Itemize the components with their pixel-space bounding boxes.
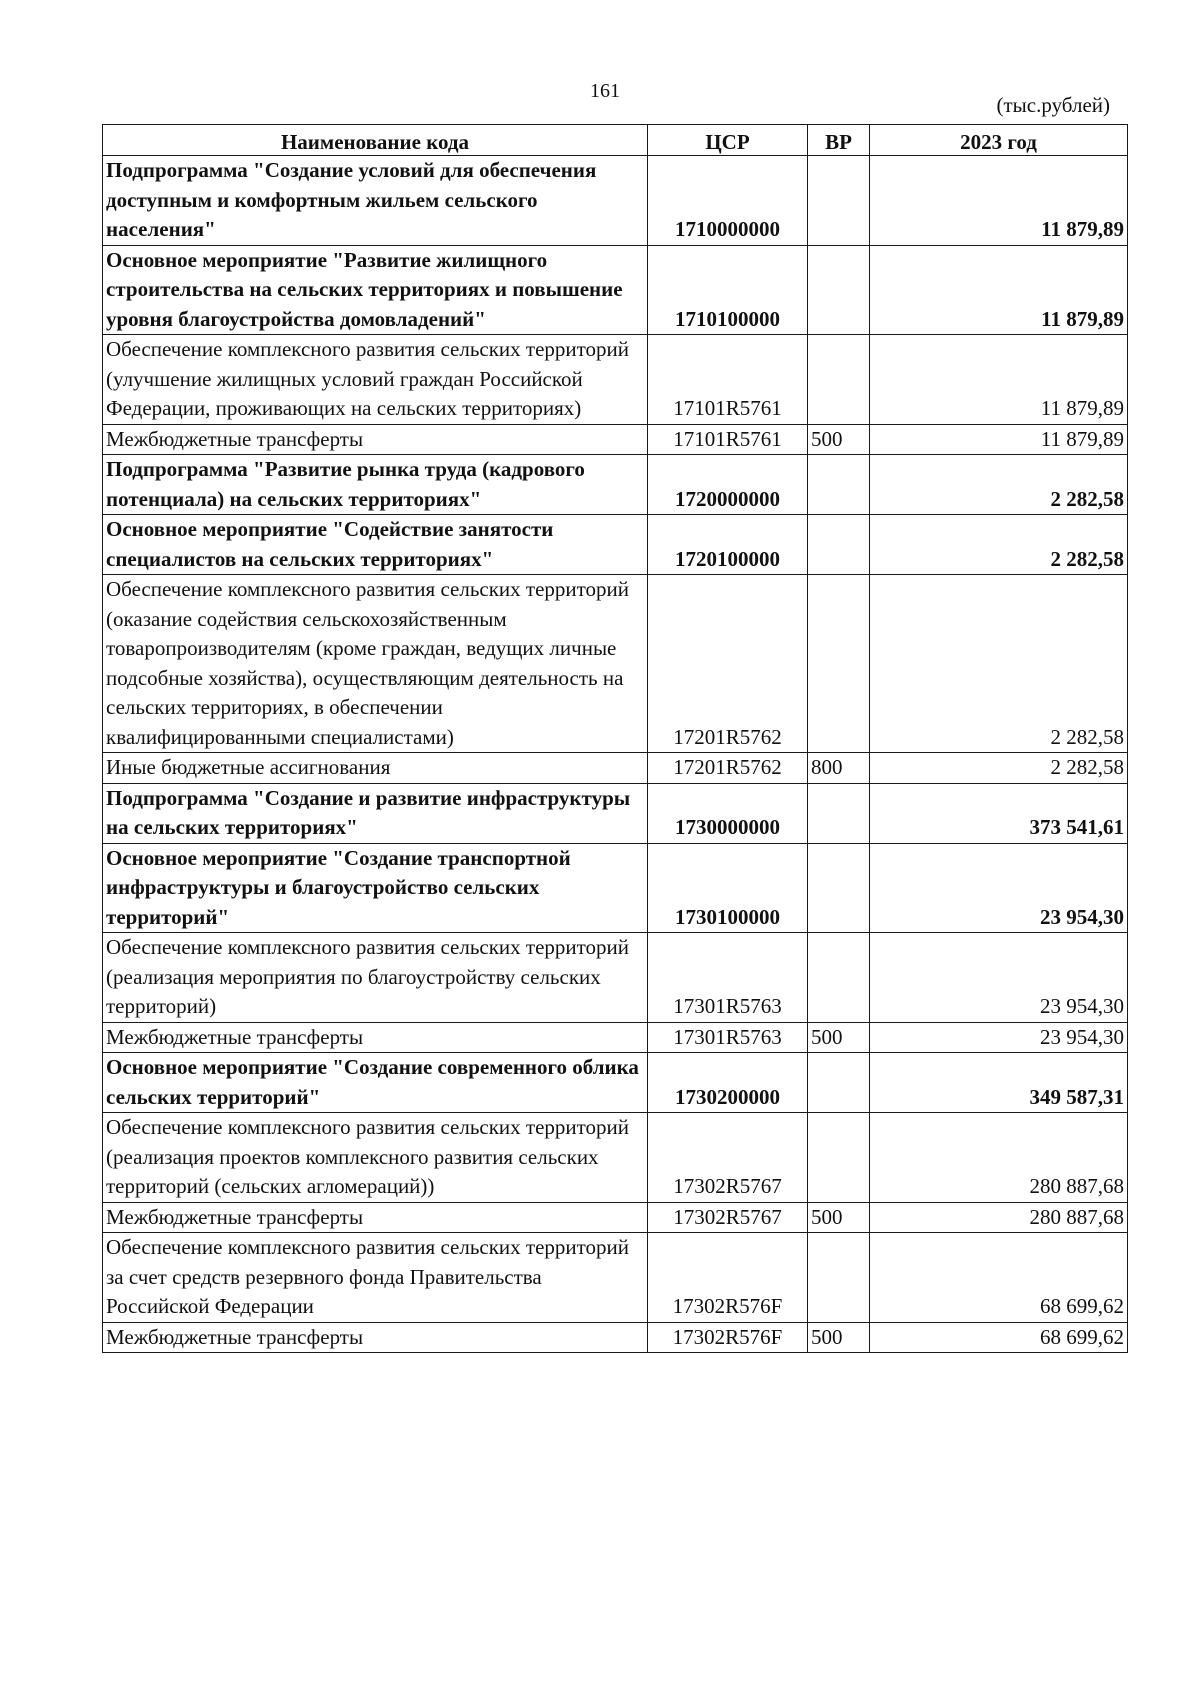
row-csr: 17101R5761 xyxy=(648,335,808,425)
row-vr xyxy=(808,245,870,335)
units-label: (тыс.рублей) xyxy=(996,93,1110,117)
row-sum: 68 699,62 xyxy=(870,1322,1128,1353)
page-number: 161 xyxy=(590,80,620,102)
row-csr: 17201R5762 xyxy=(648,753,808,784)
row-vr xyxy=(808,156,870,246)
row-sum: 349 587,31 xyxy=(870,1053,1128,1113)
row-name: Основное мероприятие "Создание транспортной инфраструктуры и благоустройство сельских территорий" xyxy=(103,843,648,933)
row-vr: 500 xyxy=(808,1202,870,1233)
row-vr xyxy=(808,933,870,1023)
table-row xyxy=(103,933,1128,1023)
row-vr xyxy=(808,1113,870,1203)
row-csr: 1720100000 xyxy=(648,515,808,575)
table-row xyxy=(103,455,1128,515)
table-row xyxy=(103,1322,1128,1353)
row-vr: 500 xyxy=(808,1322,870,1353)
row-csr: 1730000000 xyxy=(648,783,808,843)
row-vr xyxy=(808,1233,870,1323)
row-name: Подпрограмма "Создание условий для обеспечения доступным и комфортным жильем сельского населения" xyxy=(103,156,648,246)
row-sum: 11 879,89 xyxy=(870,424,1128,455)
row-csr: 1710100000 xyxy=(648,245,808,335)
row-sum: 23 954,30 xyxy=(870,933,1128,1023)
table-row xyxy=(103,783,1128,843)
row-name: Основное мероприятие "Создание современного облика сельских территорий" xyxy=(103,1053,648,1113)
row-sum: 373 541,61 xyxy=(870,783,1128,843)
row-name: Межбюджетные трансферты xyxy=(103,424,648,455)
row-csr: 1730200000 xyxy=(648,1053,808,1113)
row-name: Обеспечение комплексного развития сельских территорий (улучшение жилищных условий граждан Российской Федерации, проживающих на сельских территориях) xyxy=(103,335,648,425)
header-year: 2023 год xyxy=(870,125,1128,156)
table-row xyxy=(103,1053,1128,1113)
table-row xyxy=(103,843,1128,933)
row-csr: 17302R5767 xyxy=(648,1113,808,1203)
table-row xyxy=(103,575,1128,753)
row-vr xyxy=(808,783,870,843)
table-row xyxy=(103,1113,1128,1203)
row-sum: 280 887,68 xyxy=(870,1202,1128,1233)
row-sum: 68 699,62 xyxy=(870,1233,1128,1323)
row-csr: 1710000000 xyxy=(648,156,808,246)
table-header-row xyxy=(103,125,1128,156)
row-csr: 1730100000 xyxy=(648,843,808,933)
row-sum: 2 282,58 xyxy=(870,455,1128,515)
row-name: Основное мероприятие "Содействие занятости специалистов на сельских территориях" xyxy=(103,515,648,575)
row-sum: 2 282,58 xyxy=(870,515,1128,575)
table-row xyxy=(103,753,1128,784)
row-csr: 17301R5763 xyxy=(648,933,808,1023)
row-name: Обеспечение комплексного развития сельских территорий (реализация проектов комплексного развития сельских территорий (сельских агломераций)) xyxy=(103,1113,648,1203)
row-vr xyxy=(808,1053,870,1113)
header-vr: ВР xyxy=(808,125,870,156)
table-row xyxy=(103,335,1128,425)
row-csr: 17101R5761 xyxy=(648,424,808,455)
row-vr: 500 xyxy=(808,1022,870,1053)
row-name: Межбюджетные трансферты xyxy=(103,1322,648,1353)
row-vr: 500 xyxy=(808,424,870,455)
row-sum: 11 879,89 xyxy=(870,335,1128,425)
row-csr: 17302R576F xyxy=(648,1322,808,1353)
row-vr xyxy=(808,843,870,933)
row-name: Межбюджетные трансферты xyxy=(103,1202,648,1233)
row-csr: 17302R576F xyxy=(648,1233,808,1323)
row-vr: 800 xyxy=(808,753,870,784)
row-sum: 280 887,68 xyxy=(870,1113,1128,1203)
table-row xyxy=(103,1202,1128,1233)
table-row xyxy=(103,1022,1128,1053)
row-name: Подпрограмма "Создание и развитие инфраструктуры на сельских территориях" xyxy=(103,783,648,843)
header-name: Наименование кода xyxy=(103,125,648,156)
row-name: Обеспечение комплексного развития сельских территорий (реализация мероприятия по благоустройству сельских территорий) xyxy=(103,933,648,1023)
row-sum: 2 282,58 xyxy=(870,575,1128,753)
table-row xyxy=(103,1233,1128,1323)
row-sum: 23 954,30 xyxy=(870,843,1128,933)
header-csr: ЦСР xyxy=(648,125,808,156)
row-sum: 11 879,89 xyxy=(870,156,1128,246)
row-vr xyxy=(808,515,870,575)
row-name: Основное мероприятие "Развитие жилищного строительства на сельских территориях и повышение уровня благоустройства домовладений" xyxy=(103,245,648,335)
table-row xyxy=(103,515,1128,575)
budget-table xyxy=(102,124,1128,1353)
row-name: Обеспечение комплексного развития сельских территорий (оказание содействия сельскохозяйственным товаропроизводителям (кроме граждан, ведущих личные подсобные хозяйства), осуществляющим деятельность на сельских территориях, в обеспечении квалифицированными специалистами) xyxy=(103,575,648,753)
row-name: Иные бюджетные ассигнования xyxy=(103,753,648,784)
row-name: Обеспечение комплексного развития сельских территорий за счет средств резервного фонда Правительства Российской Федерации xyxy=(103,1233,648,1323)
row-name: Межбюджетные трансферты xyxy=(103,1022,648,1053)
row-csr: 1720000000 xyxy=(648,455,808,515)
row-csr: 17201R5762 xyxy=(648,575,808,753)
table-row xyxy=(103,424,1128,455)
row-vr xyxy=(808,335,870,425)
table-row xyxy=(103,156,1128,246)
table-row xyxy=(103,245,1128,335)
row-name: Подпрограмма "Развитие рынка труда (кадрового потенциала) на сельских территориях" xyxy=(103,455,648,515)
row-sum: 11 879,89 xyxy=(870,245,1128,335)
row-vr xyxy=(808,455,870,515)
row-vr xyxy=(808,575,870,753)
row-csr: 17302R5767 xyxy=(648,1202,808,1233)
row-sum: 23 954,30 xyxy=(870,1022,1128,1053)
row-csr: 17301R5763 xyxy=(648,1022,808,1053)
row-sum: 2 282,58 xyxy=(870,753,1128,784)
